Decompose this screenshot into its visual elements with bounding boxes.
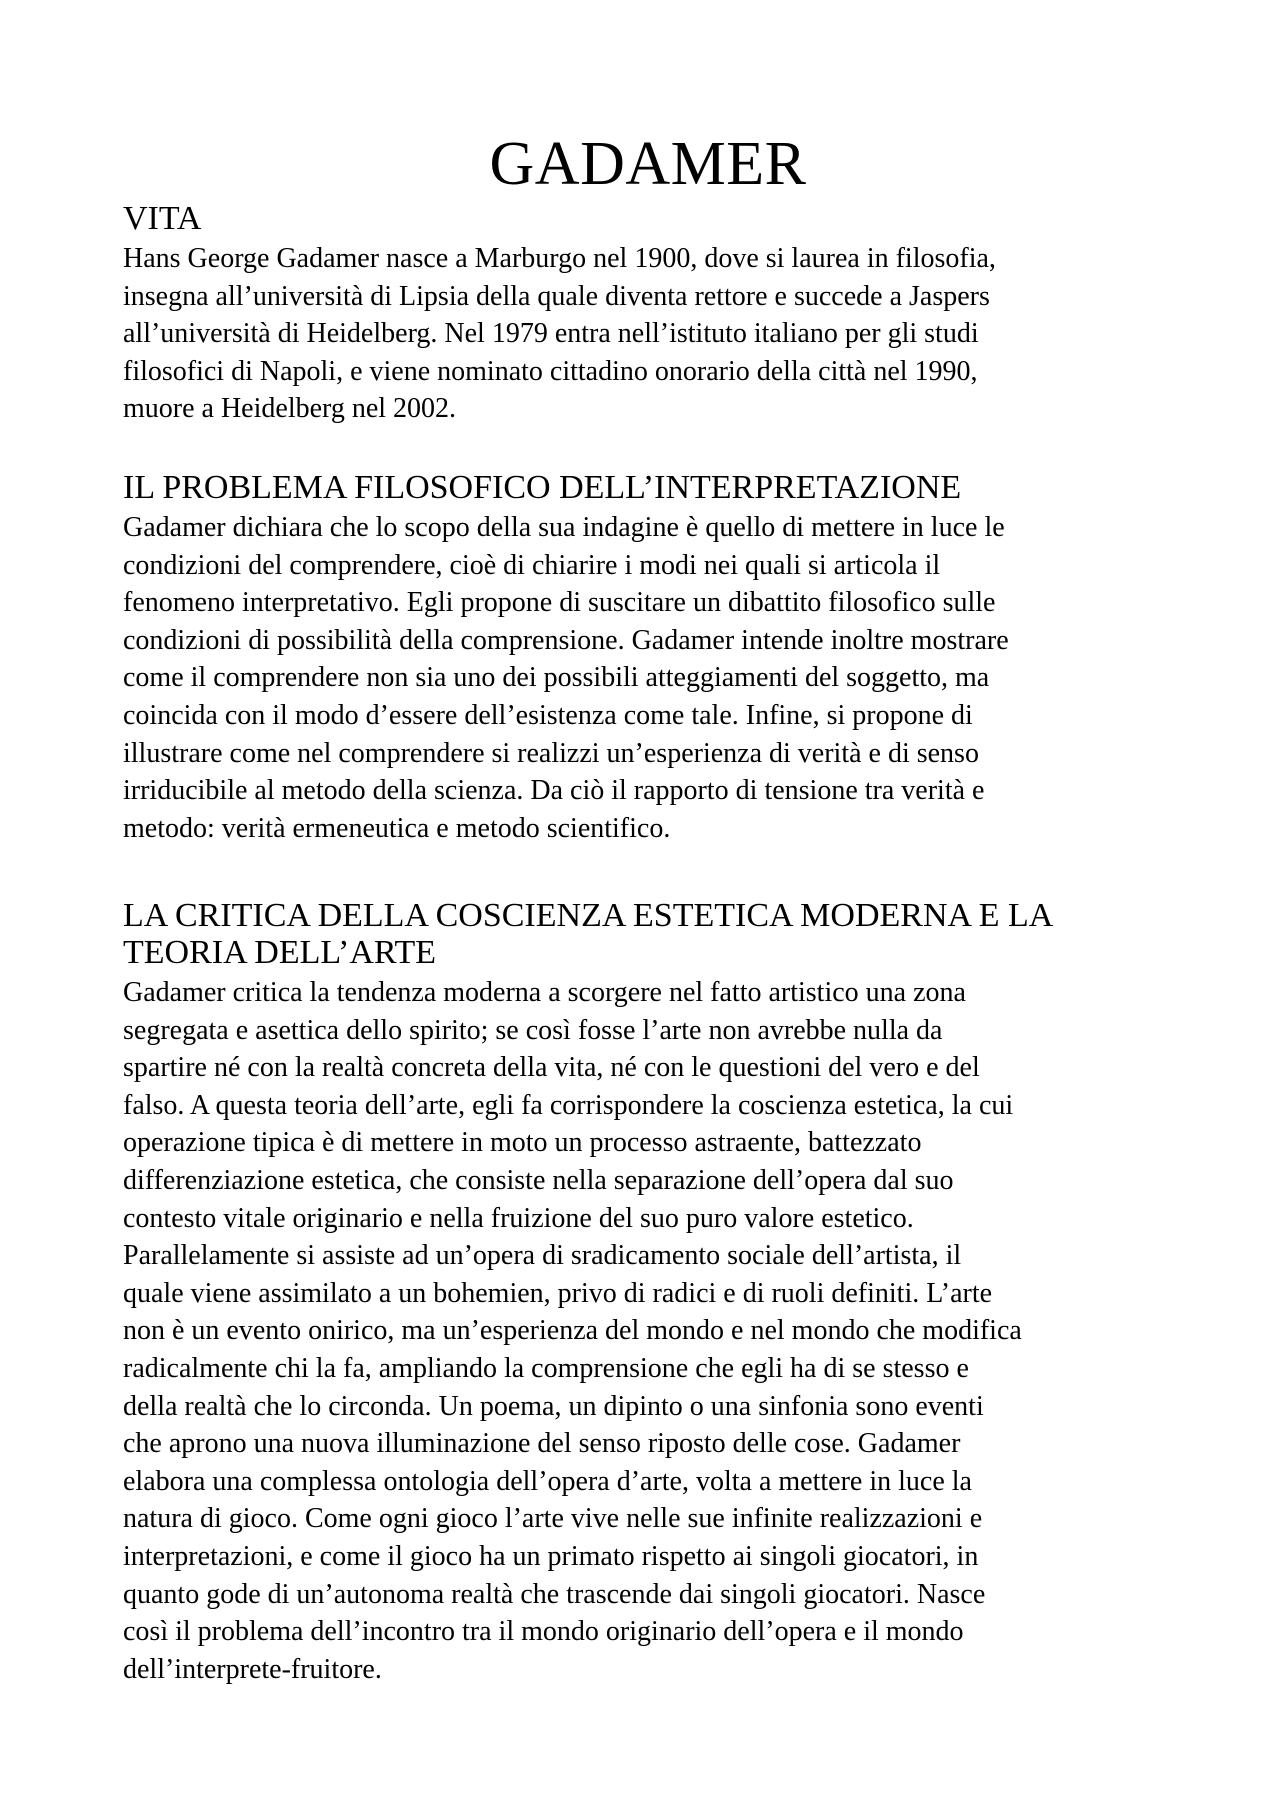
- text-line: Gadamer dichiara che lo scopo della sua indagine è quello di mettere in luce le: [123, 512, 1005, 543]
- text-line: muore a Heidelberg nel 2002.: [123, 393, 457, 425]
- text-line: metodo: verità ermeneutica e metodo scientifico.: [123, 812, 671, 844]
- heading-line: LA CRITICA DELLA COSCIENZA ESTETICA MODERNA E: [123, 897, 1000, 934]
- text-line: Parallelamente si assiste ad un’opera di sradicamento sociale dell’artista, il: [123, 1240, 962, 1272]
- section-heading-coscienza-estetica: [123, 897, 1173, 971]
- section-body-coscienza-estetica: [123, 974, 1173, 1688]
- text-line: non è un evento onirico, ma un’esperienza del mondo e nel mondo che modifica: [123, 1315, 1022, 1347]
- text-line: radicalmente chi la fa, ampliando la comprensione che egli ha di se stesso e: [123, 1352, 969, 1384]
- heading-line: VITA: [123, 200, 202, 237]
- text-line: filosofici di Napoli, e viene nominato cittadino onorario della città nel 1990,: [123, 355, 978, 387]
- text-line: così il problema dell’incontro tra il mondo originario dell’opera e il mondo: [123, 1616, 964, 1648]
- text-line: irriducibile al metodo della scienza. Da ciò il rapporto di tensione tra verità e: [123, 775, 985, 807]
- text-line: illustrare come nel comprendere si realizzi un’esperienza di verità e di senso: [123, 737, 979, 769]
- text-line: segregata e asettica dello spirito; se così fosse l’arte non avrebbe nulla da: [123, 1014, 943, 1046]
- section-body-interpretazione: [123, 509, 1173, 847]
- text-line: natura di gioco. Come ogni gioco l’arte vive nelle sue infinite realizzazioni e: [123, 1503, 983, 1535]
- text-line: contesto vitale originario e nella fruizione del suo puro valore estetico.: [123, 1202, 914, 1234]
- section-body-vita: [123, 240, 1173, 428]
- text-line: operazione tipica è di mettere in moto un processo astraente, battezzato: [123, 1127, 922, 1159]
- text-line: Gadamer critica la tendenza moderna a scorgere nel fatto artistico una zona: [123, 977, 966, 1008]
- text-line: condizioni di possibilità della comprensione. Gadamer intende inoltre mostrare: [123, 624, 1009, 656]
- text-line: interpretazioni, e come il gioco ha un primato rispetto ai singoli giocatori, in: [123, 1540, 979, 1572]
- text-line: insegna all’università di Lipsia della quale diventa rettore e succede a Jaspers: [123, 280, 990, 312]
- text-line: Hans George Gadamer nasce a Marburgo nel 1900, dove si laurea in filosofia,: [123, 243, 996, 274]
- text-line: fenomeno interpretativo. Egli propone di suscitare un dibattito filosofico sulle: [123, 587, 996, 619]
- text-line: che aprono una nuova illuminazione del senso riposto delle cose. Gadamer: [123, 1428, 961, 1460]
- text-line: condizioni del comprendere, cioè di chiarire i modi nei quali si articola il: [123, 549, 941, 581]
- text-line: elabora una complessa ontologia dell’opera d’arte, volta a mettere in luce la: [123, 1465, 972, 1497]
- text-line: spartire né con la realtà concreta della vita, né con le questioni del vero e del: [123, 1052, 980, 1084]
- text-line: falso. A questa teoria dell’arte, egli fa corrispondere la coscienza estetica, la cui: [123, 1089, 1014, 1121]
- page-title: GADAMER: [489, 130, 807, 198]
- text-line: differenziazione estetica, che consiste nella separazione dell’opera dal suo: [123, 1164, 954, 1196]
- text-line: quanto gode di un’autonoma realtà che trascende dai singoli giocatori. Nasce: [123, 1578, 986, 1610]
- section-heading-vita: [123, 200, 1173, 237]
- text-line: coincida con il modo d’essere dell’esistenza come tale. Infine, si propone di: [123, 699, 973, 731]
- text-line: all’università di Heidelberg. Nel 1979 entra nell’istituto italiano per gli studi: [123, 318, 979, 350]
- section-heading-interpretazione: [123, 469, 1173, 506]
- text-line: quale viene assimilato a un bohemien, privo di radici e di ruoli definiti. L’arte: [123, 1277, 993, 1309]
- text-line: della realtà che lo circonda. Un poema, un dipinto o una sinfonia sono eventi: [123, 1390, 984, 1422]
- text-line: dell’interprete-fruitore.: [123, 1653, 382, 1685]
- heading-line: LA TEORIA DELL’ARTE: [123, 897, 1052, 971]
- heading-line: IL PROBLEMA FILOSOFICO DELL’INTERPRETAZIONE: [123, 469, 962, 506]
- text-line: come il comprendere non sia uno dei possibili atteggiamenti del soggetto, ma: [123, 662, 990, 694]
